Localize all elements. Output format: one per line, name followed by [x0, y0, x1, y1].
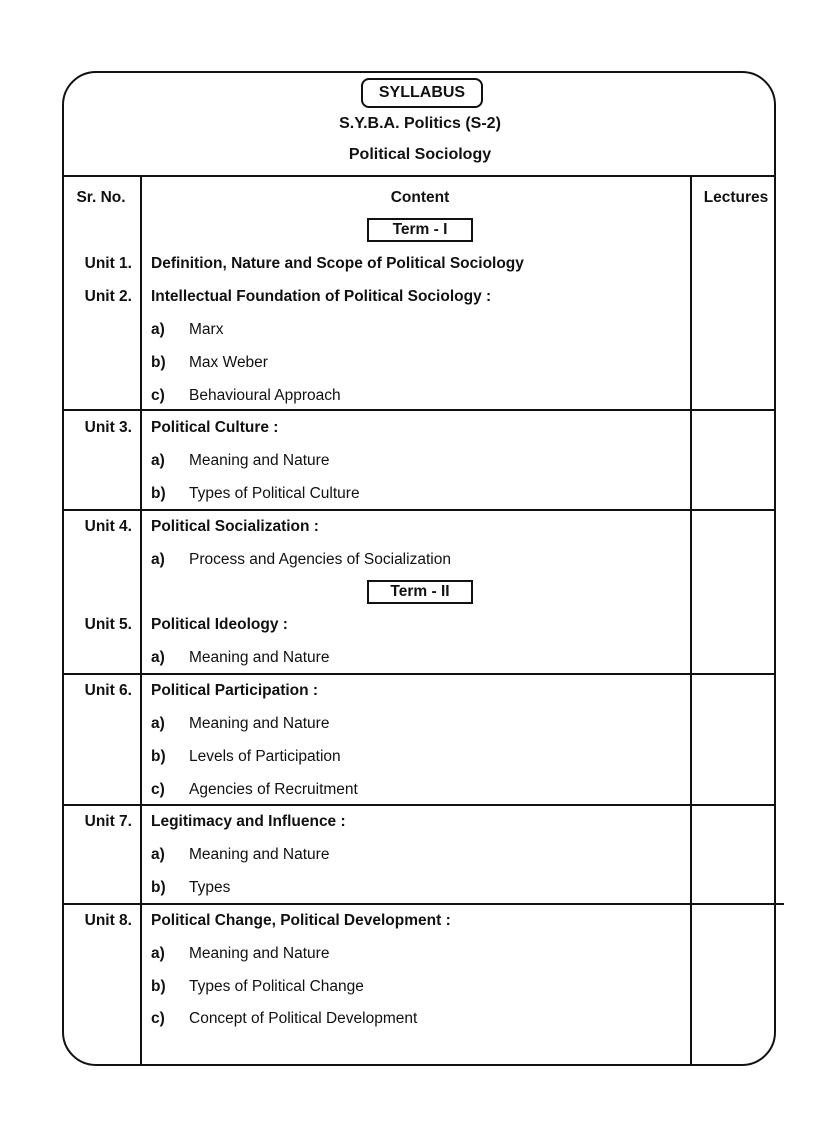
item-label: a) — [151, 649, 165, 666]
unit-title: Political Ideology : — [151, 616, 288, 633]
item-label: a) — [151, 452, 165, 469]
item-text: Max Weber — [189, 354, 268, 371]
column-header-content: Content — [390, 189, 450, 206]
item-label: a) — [151, 945, 165, 962]
item-text: Meaning and Nature — [189, 846, 330, 863]
unit-number: Unit 7. — [84, 813, 132, 830]
item-label: b) — [151, 748, 166, 765]
row-divider — [63, 804, 775, 806]
unit-number: Unit 3. — [84, 419, 132, 436]
unit-number: Unit 5. — [84, 616, 132, 633]
row-divider — [63, 673, 775, 675]
item-label: a) — [151, 846, 165, 863]
item-label: a) — [151, 715, 165, 732]
item-text: Marx — [189, 321, 224, 338]
row-divider — [63, 509, 775, 511]
unit-number: Unit 8. — [84, 912, 132, 929]
item-label: b) — [151, 354, 166, 371]
column-header-sr: Sr. No. — [76, 189, 126, 206]
column-divider-left — [140, 175, 142, 1065]
unit-title: Legitimacy and Influence : — [151, 813, 346, 830]
column-header-lectures: Lectures — [703, 189, 769, 206]
item-text: Meaning and Nature — [189, 715, 330, 732]
item-label: a) — [151, 321, 165, 338]
unit-title: Intellectual Foundation of Political Sociology : — [151, 288, 492, 305]
item-text: Behavioural Approach — [189, 387, 341, 404]
item-text: Types of Political Change — [189, 978, 364, 995]
subject-title: Political Sociology — [348, 146, 492, 163]
term-badge: Term - I — [367, 218, 473, 242]
unit-title: Definition, Nature and Scope of Political Sociology — [151, 255, 524, 272]
item-text: Meaning and Nature — [189, 649, 330, 666]
item-text: Meaning and Nature — [189, 945, 330, 962]
column-divider-right — [690, 175, 692, 1065]
item-label: b) — [151, 978, 166, 995]
item-text: Types — [189, 879, 231, 896]
unit-number: Unit 6. — [84, 682, 132, 699]
unit-number: Unit 4. — [84, 518, 132, 535]
item-text: Levels of Participation — [189, 748, 341, 765]
item-text: Concept of Political Development — [189, 1010, 418, 1027]
header-divider — [63, 175, 775, 177]
unit-title: Political Socialization : — [151, 518, 319, 535]
item-label: c) — [151, 387, 165, 404]
item-label: c) — [151, 1010, 165, 1027]
item-text: Meaning and Nature — [189, 452, 330, 469]
term-badge: Term - II — [367, 580, 473, 604]
unit-title: Political Culture : — [151, 419, 279, 436]
row-divider — [63, 409, 775, 411]
item-label: a) — [151, 551, 165, 568]
syllabus-badge: SYLLABUS — [361, 78, 483, 108]
item-text: Types of Political Culture — [189, 485, 360, 502]
item-label: c) — [151, 781, 165, 798]
item-text: Process and Agencies of Socialization — [189, 551, 451, 568]
course-title: S.Y.B.A. Politics (S-2) — [339, 115, 501, 132]
row-divider — [63, 903, 784, 905]
item-text: Agencies of Recruitment — [189, 781, 358, 798]
item-label: b) — [151, 879, 166, 896]
unit-title: Political Participation : — [151, 682, 319, 699]
unit-title: Political Change, Political Development : — [151, 912, 451, 929]
unit-number: Unit 1. — [84, 255, 132, 272]
unit-number: Unit 2. — [84, 288, 132, 305]
item-label: b) — [151, 485, 166, 502]
